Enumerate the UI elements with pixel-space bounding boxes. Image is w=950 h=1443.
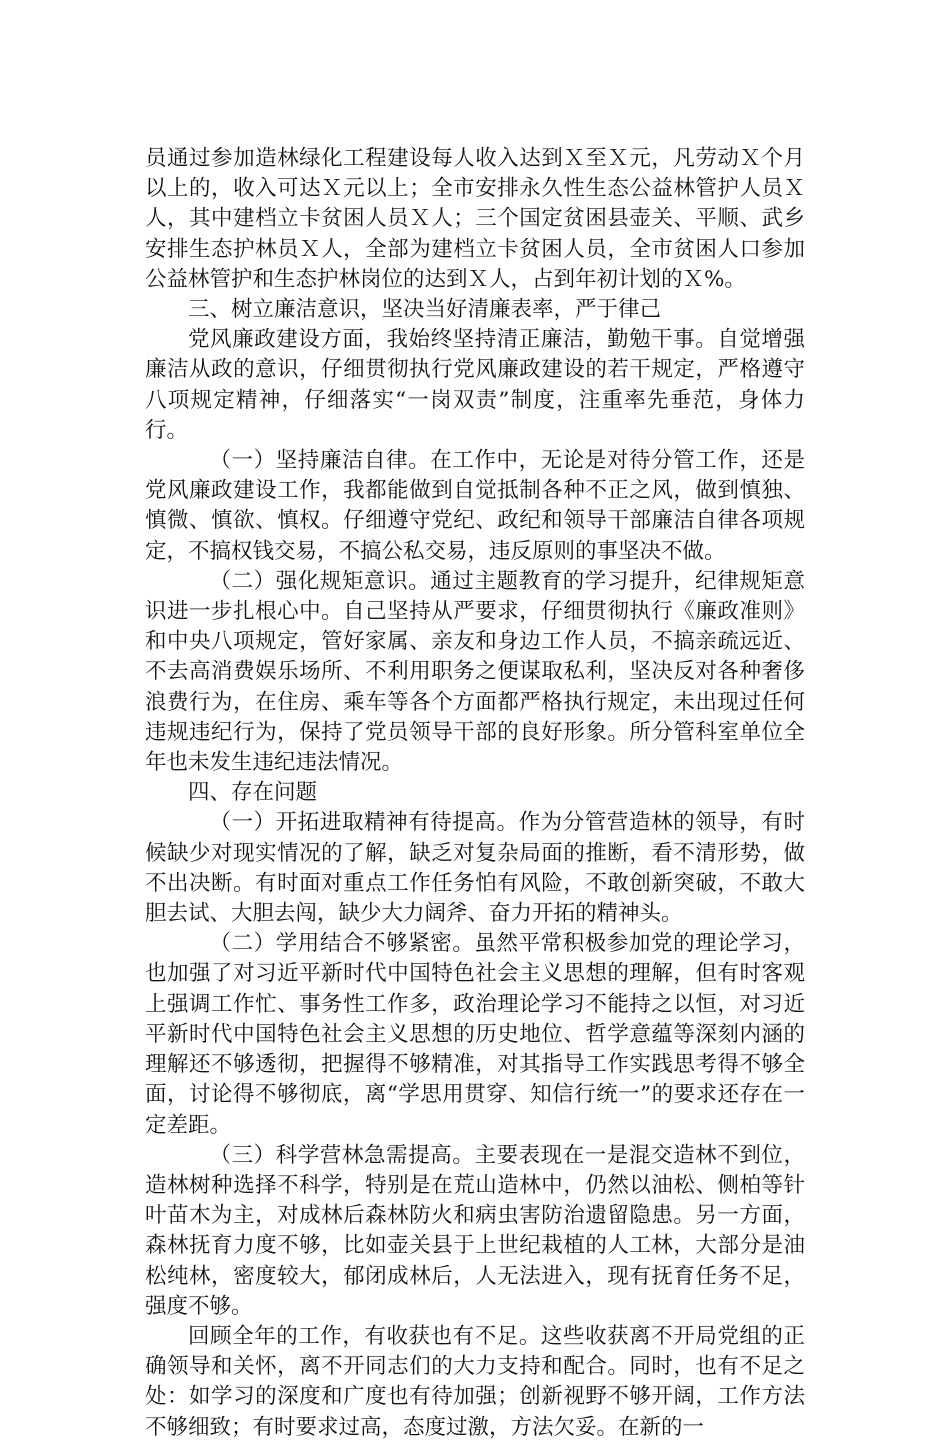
- paragraph-problem-1: （一）开拓进取精神有待提高。作为分管营造林的领导，有时候缺少对现实情况的了解，缺乏对复杂局面的推断，看不清形势，做不出决断。有时面对重点工作任务怕有风险，不敢创新突破，不敢大胆去试、大胆去闯，缺少大力阔斧、奋力开拓的精神头。: [145, 810, 805, 927]
- section-heading-3: 三、树立廉洁意识，坚决当好清廉表率，严于律己: [188, 297, 662, 323]
- paragraph-problem-2: （二）学用结合不够紧密。虽然平常积极参加党的理论学习，也加强了对习近平新时代中国特色社会主义思想的理解，但有时客观上强调工作忙、事务性工作多，政治理论学习不能持之以恒，对习近平新时代中国特色社会主义思想的历史地位、哲学意蕴等深刻内涵的理解还不够透彻，把握得不够精准，对其指导工作实践思考得不够全面，讨论得不够彻底，离“学思用贯穿、知信行统一”的要求还存在一定差距。: [145, 931, 805, 1138]
- section-heading-4: 四、存在问题: [188, 780, 318, 806]
- paragraph-self-discipline: （一）坚持廉洁自律。在工作中，无论是对待分管工作，还是党风廉政建设工作，我都能做到自觉抵制各种不正之风，做到慎独、慎微、慎欲、慎权。仔细遵守党纪、政纪和领导干部廉洁自律各项规定，不搞权钱交易，不搞公私交易，违反原则的事坚决不做。: [145, 448, 805, 564]
- paragraph-continuation: 员通过参加造林绿化工程建设每人收入达到Ｘ至Ｘ元，凡劳动Ｘ个月以上的，收入可达Ｘ元以上；全市安排永久性生态公益林管护人员Ｘ人，其中建档立卡贫困人员Ｘ人；三个国定贫困县壶关、平顺、武乡安排生态护林员Ｘ人，全部为建档立卡贫困人员，全市贫困人口参加公益林管护和生态护林岗位的达到Ｘ人，占到年初计划的Ｘ%。: [145, 146, 805, 292]
- paragraph-problem-3: （三）科学营林急需提高。主要表现在一是混交造林不到位，造林树种选择不科学，特别是在荒山造林中，仍然以油松、侧柏等针叶苗木为主，对成林后森林防火和病虫害防治遗留隐患。另一方面，森林抚育力度不够，比如壶关县于上世纪栽植的人工林，大部分是油松纯林，密度较大，郁闭成林后，人无法进入，现有抚育任务不足，强度不够。: [145, 1142, 805, 1319]
- document-page: [145, 144, 805, 1443]
- paragraph-review: 回顾全年的工作，有收获也有不足。这些收获离不开局党组的正确领导和关怀，离不开同志们的大力支持和配合。同时，也有不足之处：如学习的深度和广度也有待加强；创新视野不够开阔，工作方法不够细致；有时要求过高，态度过激，方法欠妥。在新的一: [145, 1323, 805, 1440]
- paragraph-integrity-intro: 党风廉政建设方面，我始终坚持清正廉洁，勤勉干事。自觉增强廉洁从政的意识，仔细贯彻执行党风廉政建设的若干规定，严格遵守八项规定精神，仔细落实“一岗双责”制度，注重率先垂范，身体力行。: [145, 327, 805, 443]
- paragraph-rules-awareness: （二）强化规矩意识。通过主题教育的学习提升，纪律规矩意识进一步扎根心中。自己坚持从严要求，仔细贯彻执行《廉政准则》和中央八项规定，管好家属、亲友和身边工作人员，不搞亲疏远近、不去高消费娱乐场所、不利用职务之便谋取私利，坚决反对各种奢侈浪费行为，在住房、乘车等各个方面都严格执行规定，未出现过任何违规违纪行为，保持了党员领导干部的良好形象。所分管科室单位全年也未发生违纪违法情况。: [145, 568, 805, 776]
